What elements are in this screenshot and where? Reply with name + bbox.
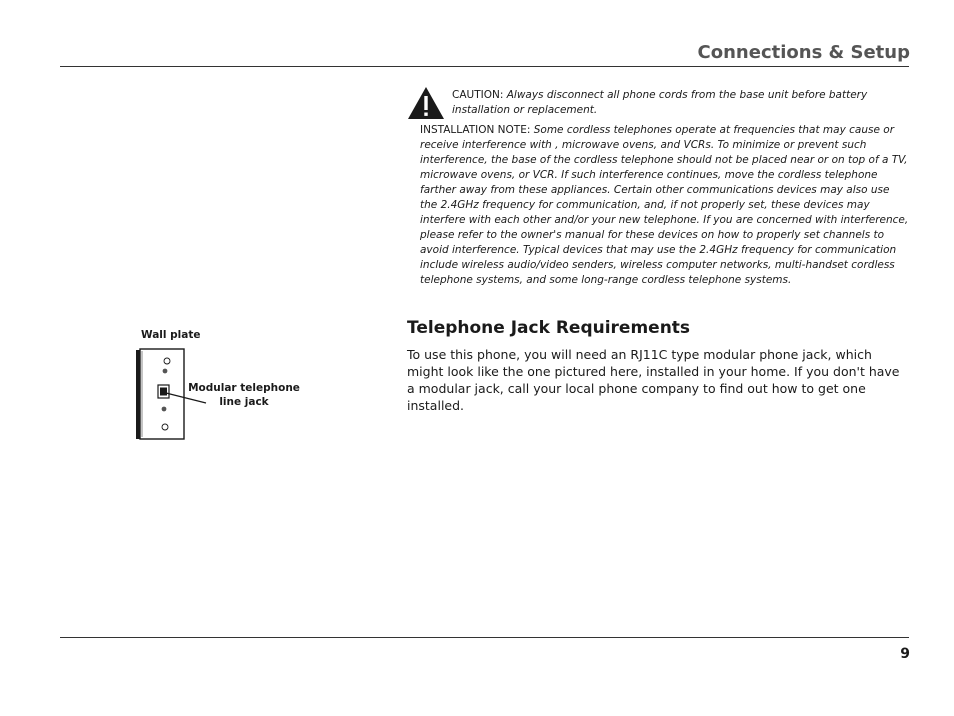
section-body: To use this phone, you will need an RJ11C type modular phone jack, which might look like the one pictured here, installed in your home. If you don't have a modular jack, call your local phone company to find out how to get one installed. bbox=[407, 347, 900, 413]
section-heading: Telephone Jack Requirements bbox=[407, 318, 691, 338]
wall-plate-label: Wall plate bbox=[141, 329, 201, 341]
caution-label: CAUTION: bbox=[452, 89, 504, 101]
caution-note bbox=[452, 88, 882, 118]
header-divider bbox=[60, 66, 909, 67]
installation-note-label: INSTALLATION NOTE: bbox=[420, 124, 531, 136]
page-number: 9 bbox=[900, 646, 910, 662]
modular-jack-label: Modular telephone line jack bbox=[188, 382, 300, 408]
installation-note bbox=[420, 123, 910, 288]
page-header-title: Connections & Setup bbox=[697, 42, 910, 63]
installation-note-text: Some cordless telephones operate at frequencies that may cause or receive interference with , microwave ovens, and VCRs. To minimize or prevent such interference, the base of the cordless telephone should not be placed near or on top of a TV, microwave ovens, or VCR. If such interference continues, move the cordless telephone farther away from these appliances. Certain other communications devices may also use the 2.4GHz frequency for communication, and, if not properly set, these devices may interfere with each other and/or your new telephone. If you are concerned with interference, please refer to the owner's manual for these devices on how to properly set channels to avoid interference. Typical devices that may use the 2.4GHz frequency for communication include wireless audio/video senders, wireless computer networks, multi-handset cordless telephone systems, and some long-range cordless telephone systems. bbox=[420, 124, 909, 286]
warning-triangle-icon bbox=[407, 86, 445, 120]
footer-divider bbox=[60, 637, 909, 638]
caution-text: Always disconnect all phone cords from the base unit before battery installation or replacement. bbox=[452, 89, 868, 116]
